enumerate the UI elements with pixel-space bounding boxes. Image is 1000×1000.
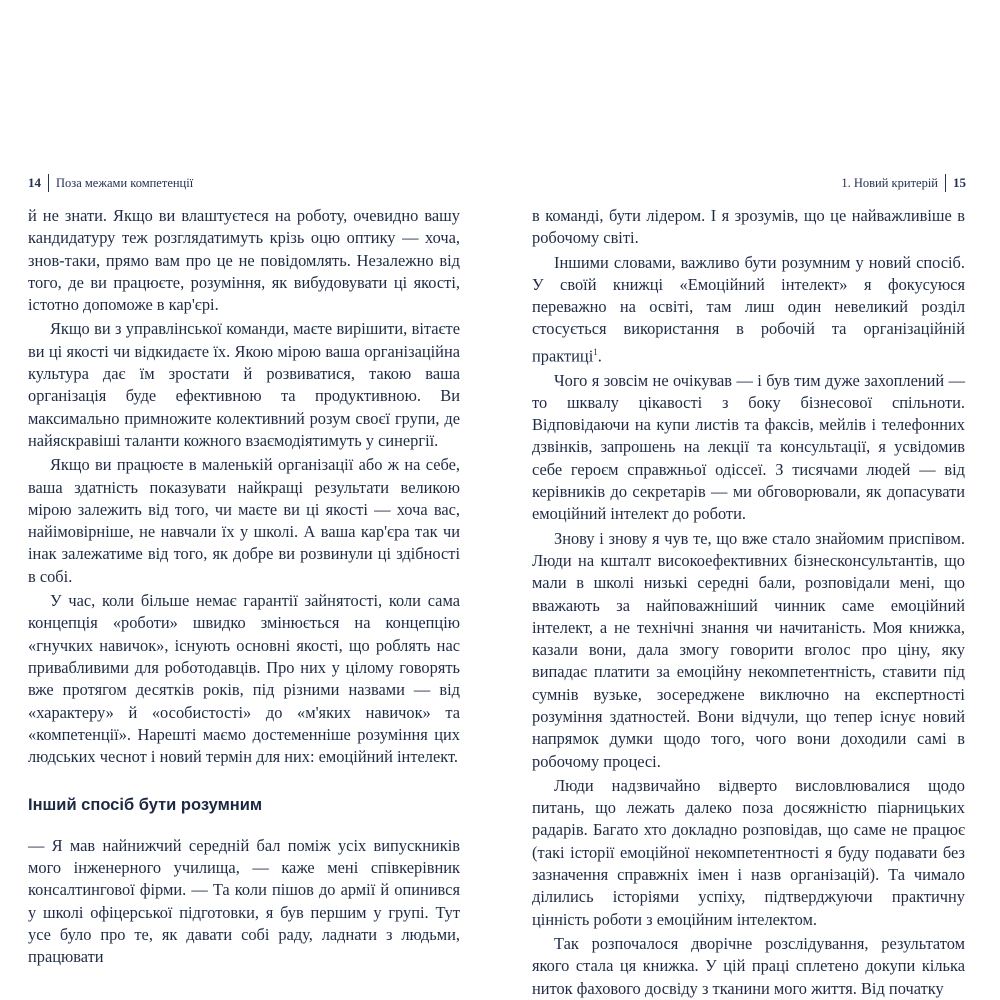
paragraph: Якщо ви працюєте в маленькій організації або ж на себе, ваша здатність показувати найкращі результати великою мірою залежить від того, чи маєте ви ці якості — хоча вас, найімовірніше, не навчали їх у школі. А ваша кар'єра так чи інак залежатиме від того, як добре ви розвинули ці здібності в собі. bbox=[28, 455, 460, 586]
paragraph-tail: . bbox=[597, 346, 602, 366]
right-running-title: 1. Новий критерій bbox=[841, 175, 938, 190]
paragraph: Люди надзвичайно відверто висловлювалися щодо питань, що лежать далеко поза досяжністю піарницьких радарів. Багато хто докладно розповідав, що саме не працює (такі історії емоційної некомпетентності я буду подавати без зазначення справжніх імен і назв організацій). Та чимало ділились історіями успіху, підтверджуючи практичну цінність роботи з емоційним інтелектом. bbox=[532, 775, 965, 929]
paragraph: У час, коли більше немає гарантії зайнятості, коли сама концепція «роботи» швидко змінюється на концепцію «гнучких навичок», існують основні якості, що роблять нас привабливими для роботодавців. Про них у цілому говорять вже протягом десятків років, під різними назвами — від «характеру» й «особистості» до «м'яких навичок» та «компетенції». Нарешті маємо достеменніше розуміння цих людських чеснот і новий термін для них: емоційний інтелект. bbox=[28, 591, 460, 767]
running-head-divider bbox=[48, 174, 49, 192]
left-running-head bbox=[28, 174, 193, 192]
paragraph: — Я мав найнижчий середній бал поміж усіх випускників мого інженерного училища, — каже мені співкерівник консалтингової фірми. — Та коли пішов до армії й опинився у школі офіцерської підготовки, я був першим у групі. Тут усе було про те, як давати собі раду, ладнати з людьми, працювати bbox=[28, 835, 460, 967]
paragraph-with-footnote bbox=[532, 252, 965, 368]
right-page-body bbox=[532, 205, 965, 1000]
running-head-divider bbox=[945, 174, 946, 192]
paragraph-text: Іншими словами, важливо бути розумним у новий спосіб. У своїй книжці «Емоційний інтелект» я фокусуюся переважно на освіті, там лиш один невеликий розділ стосується використання в робочій та організаційній практиці bbox=[532, 252, 965, 366]
section-heading: Інший спосіб бути розумним bbox=[28, 796, 263, 815]
right-page-number: 15 bbox=[953, 175, 966, 190]
paragraph: Чого я зовсім не очікував — і був тим дуже захоплений — то шквалу цікавості з боку бізнесової спільноти. Відповідаючи на купи листів та факсів, мейлів і телефонних дзвінків, запрошень на лекції та консультації, я усвідомив себе героєм справжньої одіссеї. З тисячами людей — від керівників до секретарів — ми обговорювали, як допасувати емоційний інтелект до роботи. bbox=[532, 370, 965, 524]
left-page-number: 14 bbox=[28, 175, 41, 190]
paragraph: Так розпочалося дворічне розслідування, результатом якого стала ця книжка. У цій праці сплетено докупи кілька ниток фахового досвіду з тканини мого життя. Від початку bbox=[532, 933, 965, 998]
paragraph: й не знати. Якщо ви влаштуєтеся на роботу, очевидно вашу кандидатуру теж розглядатимуть крізь оцю оптику — хоча, знов-таки, прямо вам про це не повідомлять. Незалежно від того, де ви працюєте, розуміння, як вибудовувати ці якості, істотно допоможе в кар'єрі. bbox=[28, 206, 460, 315]
paragraph: Знову і знову я чув те, що вже стало знайомим приспівом. Люди на кшталт високоефективних бізнесконсультантів, що мали в школі низькі середні бали, розповідали мені, що вважають за найповажніший чинник саме емоційний інтелект, а не технічні знання чи начитаність. Моя книжка, казали вони, дала змогу говорити вголос про ціну, яку випадає платити за емоційну некомпетентність, ставити під сумнів вузьке, зосереджене виключно на експертності розуміння здатностей. Вони відчули, що тепер існує новий напрямок думки щодо того, чого вони доходили самі в робочому процесі. bbox=[532, 528, 965, 771]
left-page-body bbox=[28, 205, 460, 969]
footnote-mark: 1 bbox=[593, 346, 598, 357]
paragraph: Якщо ви з управлінської команди, маєте вирішити, вітаєте ви ці якості чи відкидаєте їх. Якою мірою ваша організаційна культура дає їм зростати й розвиватися, такою ваша організація буде ефективною та продуктивною. Ви максимально примножите колективний розум своєї групи, де найяскравіші таланти кожного взаємодіятимуть у синергії. bbox=[28, 319, 460, 450]
paragraph: в команді, бути лідером. І я зрозумів, що це найважливіше в робочому світі. bbox=[532, 206, 965, 248]
right-running-head bbox=[841, 174, 966, 192]
left-running-title: Поза межами компетенції bbox=[56, 175, 194, 190]
